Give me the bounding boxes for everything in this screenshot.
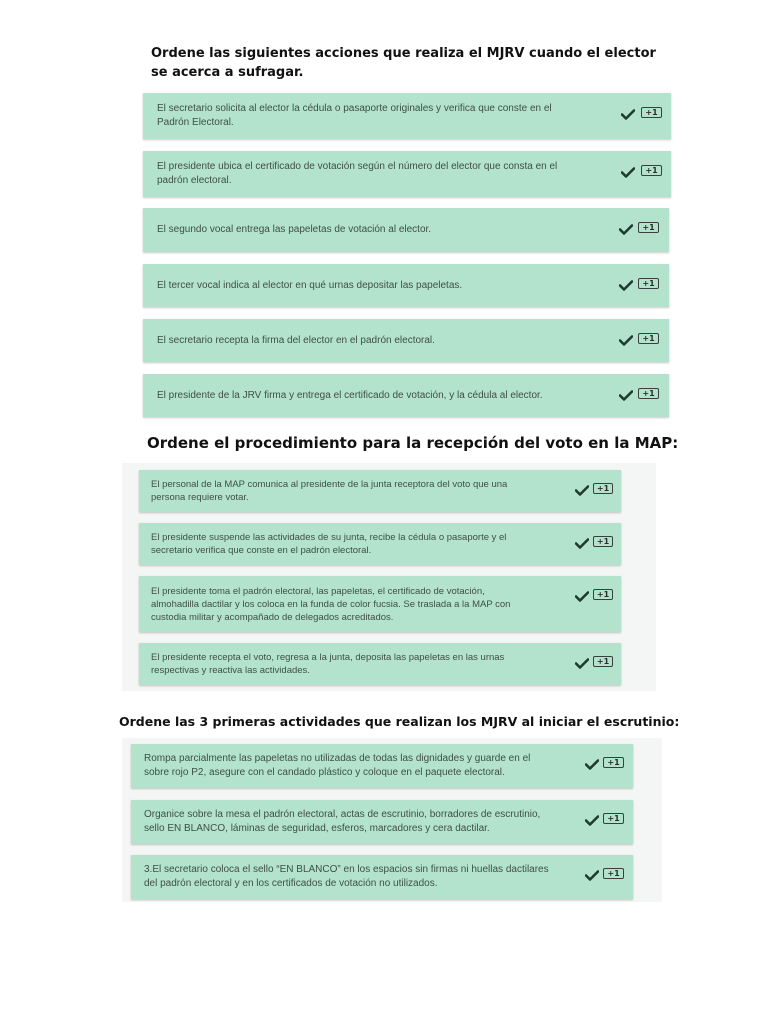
answer-text: El tercer vocal indica al elector en qué urnas depositar las papeletas. — [157, 279, 463, 291]
check-icon — [619, 335, 633, 346]
answer-text: El presidente de la JRV firma y entrega el certificado de votación, y la cédula al elector. — [157, 389, 543, 401]
answer-card[interactable] — [143, 374, 669, 417]
answer-text: Rompa parcialmente las papeletas no utilizadas de todas las dignidades y guarde en el sobre rojo P2, asegure con el candado plástico y coloque en el paquete electoral. — [144, 753, 531, 778]
answer-text: El presidente toma el padrón electoral, las papeletas, el certificado de votación, almohadilla dactilar y los coloca en la funda de color fucsia. Se traslada a la MAP con custodia militar y acompañado de delegados acreditados. — [151, 585, 511, 623]
section-title: Ordene las 3 primeras actividades que realizan los MJRV al iniciar el escrutinio: — [119, 714, 680, 729]
points-badge: +1 — [641, 107, 662, 118]
answer-card[interactable] — [143, 208, 669, 252]
check-icon — [585, 870, 599, 881]
points-badge: +1 — [603, 757, 624, 768]
points-badge: +1 — [603, 868, 624, 879]
answer-text: El presidente recepta el voto, regresa a la junta, deposita las papeletas en las urnas respectivas y reactiva las actividades. — [151, 652, 505, 676]
answer-card[interactable] — [131, 855, 633, 899]
check-icon — [619, 280, 633, 291]
answer-card[interactable] — [139, 470, 621, 512]
answer-text: Organice sobre la mesa el padrón electoral, actas de escrutinio, borradores de escrutinio, sello EN BLANCO, láminas de seguridad, esferos, marcadores y cera dactilar. — [144, 809, 541, 834]
points-badge: +1 — [593, 536, 613, 547]
check-icon — [575, 538, 589, 549]
check-icon — [575, 658, 589, 669]
points-badge: +1 — [638, 222, 659, 233]
check-icon — [621, 109, 635, 120]
answer-card[interactable] — [139, 576, 621, 632]
answer-text: El secretario solicita al elector la cédula o pasaporte originales y verifica que conste en el Padrón Electoral. — [157, 103, 552, 128]
points-badge: +1 — [638, 278, 659, 289]
check-icon — [585, 759, 599, 770]
section-title: Ordene las siguientes acciones que realiza el MJRV cuando el elector se acerca a sufragar. — [151, 46, 656, 80]
check-icon — [575, 485, 589, 496]
points-badge: +1 — [638, 388, 659, 399]
answer-card[interactable] — [139, 643, 621, 685]
check-icon — [585, 815, 599, 826]
answer-card[interactable] — [131, 800, 633, 844]
answer-card[interactable] — [143, 319, 669, 362]
answer-text: El personal de la MAP comunica al presidente de la junta receptora del voto que una persona requiere votar. — [151, 479, 508, 503]
check-icon — [575, 591, 589, 602]
check-icon — [619, 390, 633, 401]
section-title: Ordene el procedimiento para la recepción del voto en la MAP: — [147, 434, 679, 452]
points-badge: +1 — [593, 483, 613, 494]
check-icon — [619, 224, 633, 235]
answer-text: El segundo vocal entrega las papeletas de votación al elector. — [157, 224, 432, 235]
answer-text: El presidente suspende las actividades de su junta, recibe la cédula o pasaporte y el secretario verifica que conste en el padrón electoral. — [151, 532, 507, 556]
points-badge: +1 — [638, 333, 659, 344]
answer-card[interactable] — [139, 523, 621, 565]
answer-card[interactable] — [131, 744, 633, 788]
points-badge: +1 — [603, 813, 624, 824]
answer-text: El secretario recepta la firma del elector en el padrón electoral. — [157, 334, 435, 346]
points-badge: +1 — [593, 589, 613, 600]
points-badge: +1 — [641, 165, 662, 176]
check-icon — [621, 167, 635, 178]
points-badge: +1 — [593, 656, 613, 667]
answer-card[interactable] — [143, 264, 669, 307]
answer-text: 3.El secretario coloca el sello “EN BLANCO” en los espacios sin firmas ni huellas dactilares del padrón electoral y en los certificados de votación no utilizados. — [144, 864, 549, 889]
answer-card[interactable] — [143, 93, 671, 139]
answer-card[interactable] — [143, 151, 671, 197]
answer-text: El presidente ubica el certificado de votación según el número del elector que consta en el padrón electoral. — [157, 161, 558, 186]
